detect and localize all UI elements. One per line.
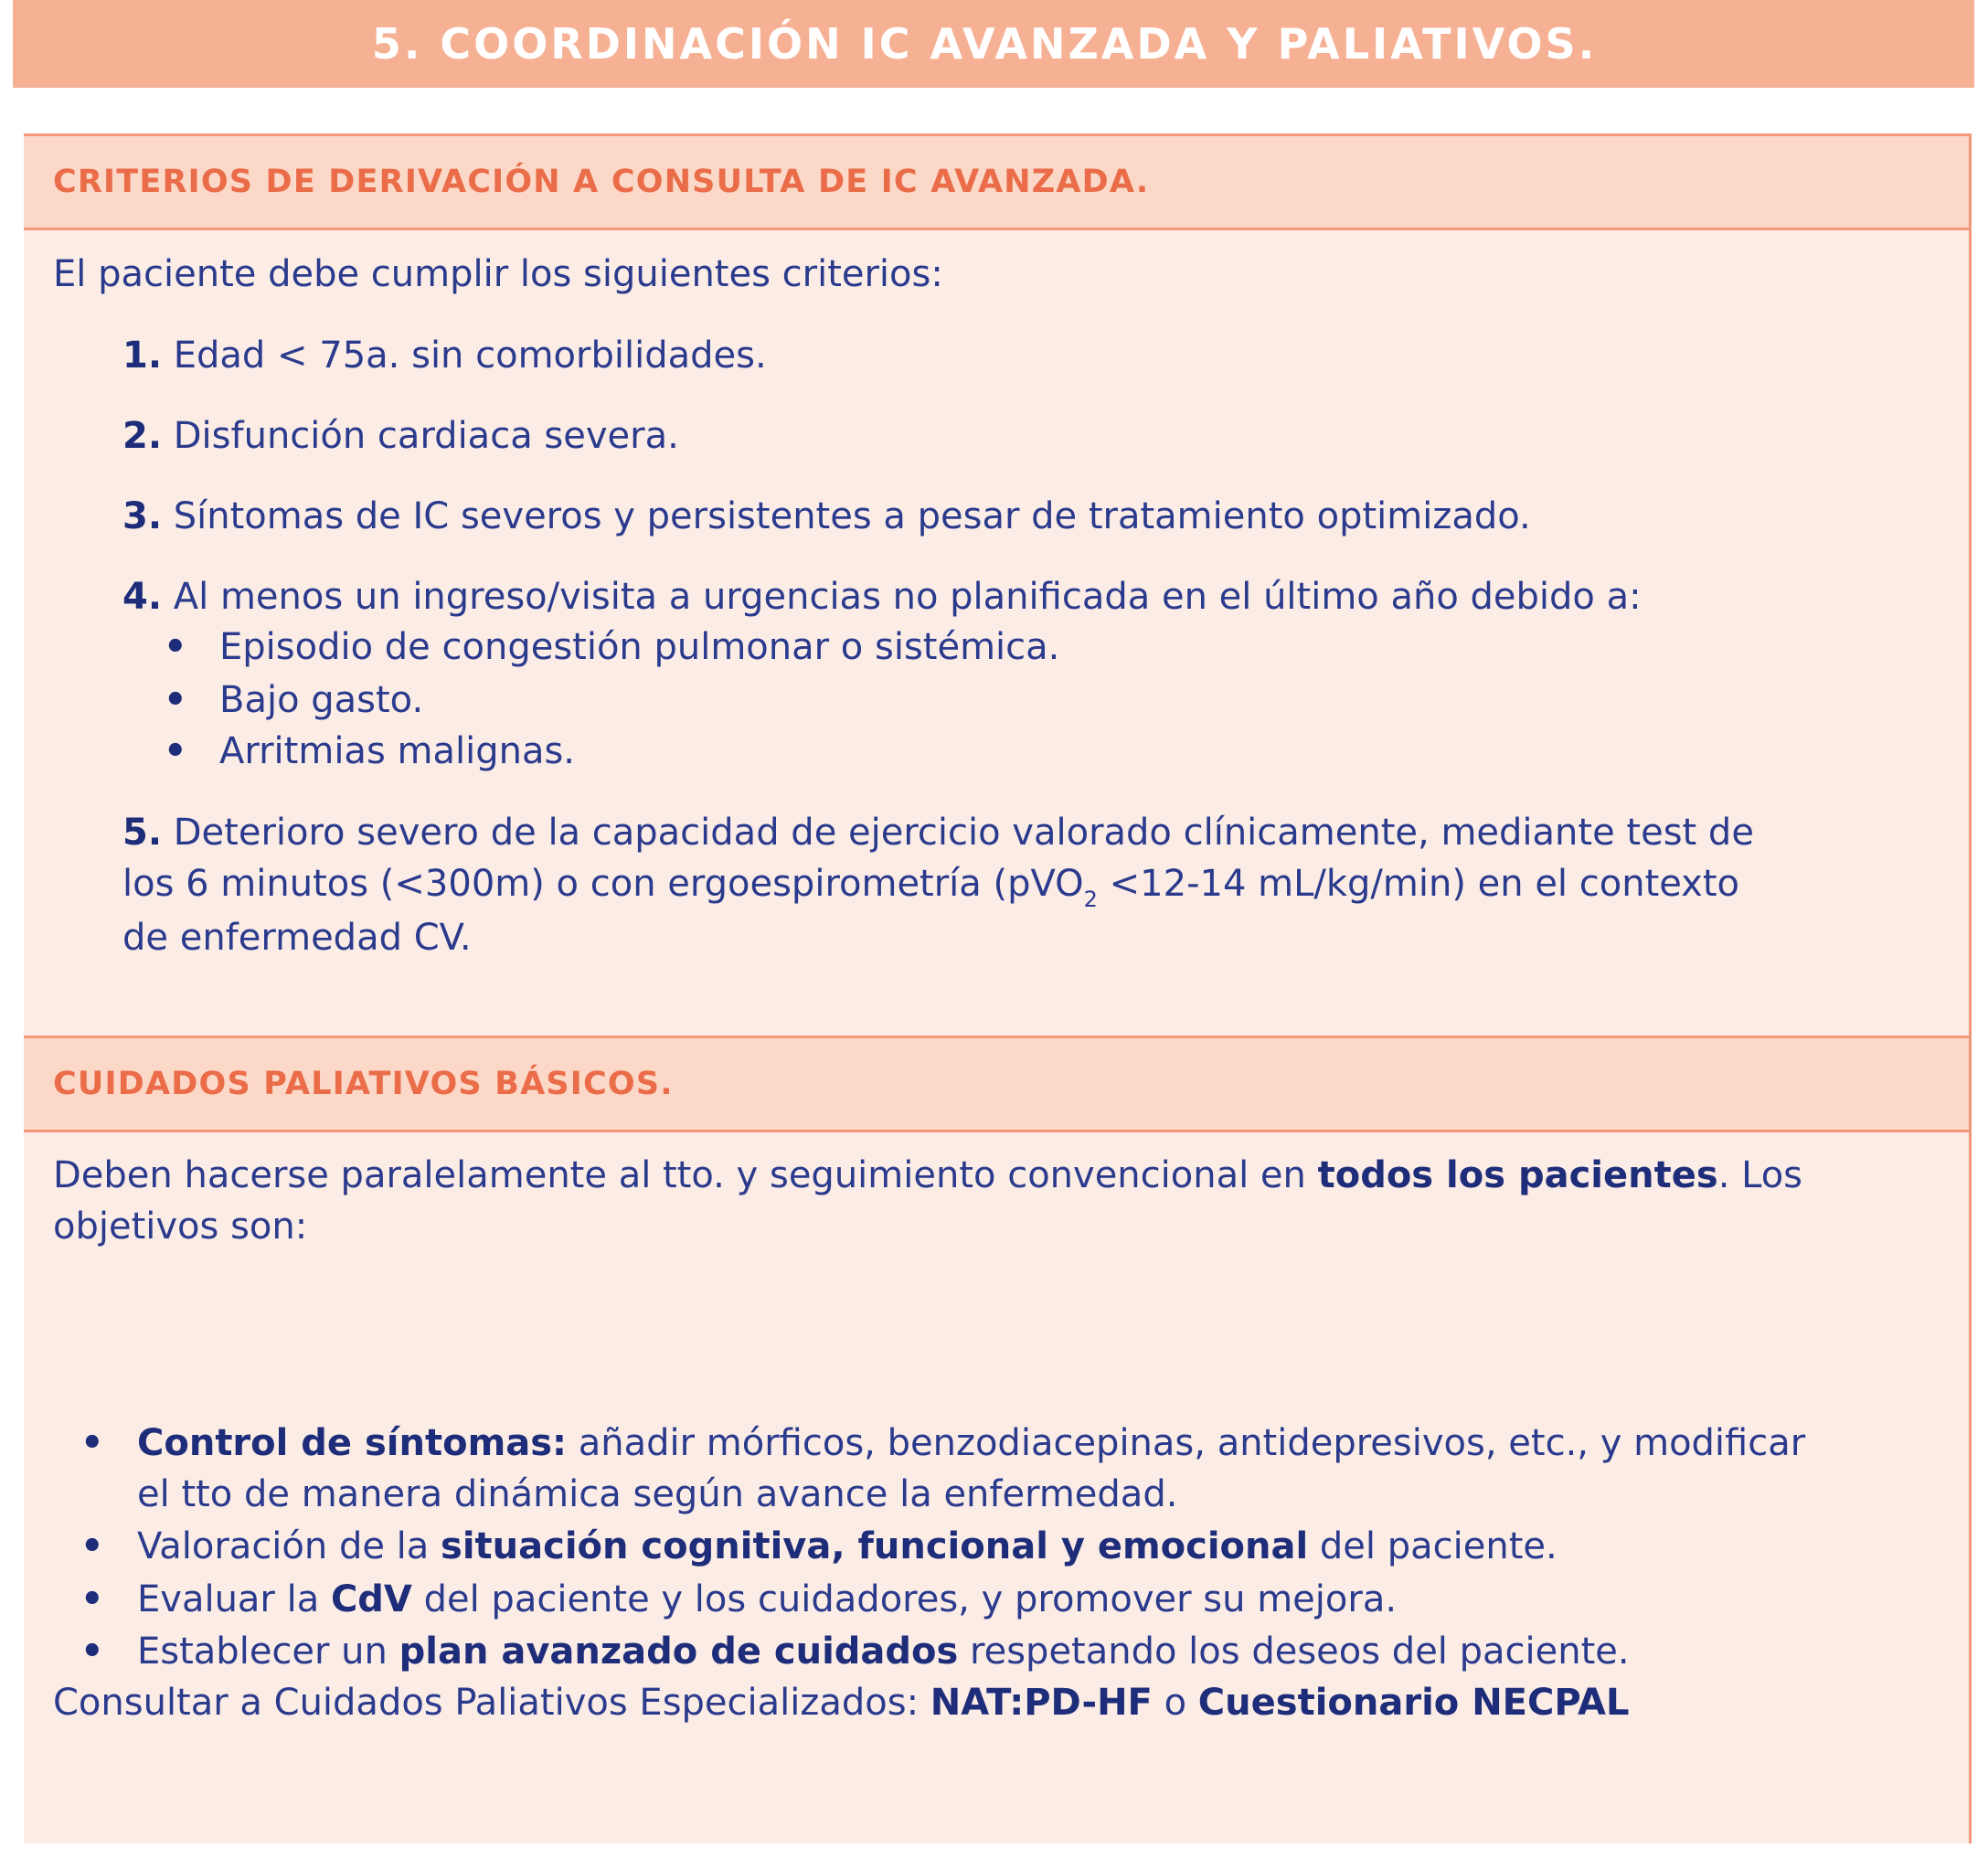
objective-item-3: [137, 1574, 1397, 1626]
bullet-icon: •: [80, 1525, 104, 1567]
section-header-palliative-text: CUIDADOS PALIATIVOS BÁSICOS.: [53, 1066, 674, 1102]
consult-tool-necpal: Cuestionario NECPAL: [1197, 1682, 1630, 1724]
objective-text: del paciente y los cuidadores, y promover su mejora.: [411, 1578, 1398, 1620]
criterion-2: [122, 410, 679, 462]
criterion-3: [122, 491, 1531, 543]
criterion-number: 1.: [122, 335, 163, 377]
objective-item-1: [137, 1418, 1805, 1470]
objective-text: Evaluar la: [137, 1578, 331, 1620]
criterion-5-line-3: de enfermedad CV.: [122, 917, 472, 959]
objective-item-4: [137, 1626, 1630, 1678]
objective-item-1-line-2: el tto de manera dinámica según avance la enfermedad.: [137, 1473, 1178, 1515]
consult-text: o: [1152, 1682, 1198, 1724]
criterion-text: Disfunción cardiaca severa.: [173, 415, 679, 457]
criterion-5-line-2: [122, 858, 1739, 910]
objective-text: Establecer un: [137, 1631, 399, 1673]
objective-text: respetando los deseos del paciente.: [958, 1631, 1630, 1673]
sub-bullet-item: Bajo gasto.: [219, 679, 424, 721]
bullet-icon: •: [80, 1578, 104, 1620]
criterion-5: [122, 807, 1754, 859]
objective-emphasis: plan avanzado de cuidados: [399, 1631, 959, 1673]
bullet-icon: •: [164, 626, 187, 668]
section-header-criteria: [24, 136, 1969, 230]
intro-text: Deben hacerse paralelamente al tto. y seguimiento convencional en: [53, 1154, 1318, 1196]
bullet-icon: •: [164, 679, 187, 721]
bullet-icon: •: [80, 1631, 104, 1673]
sub-bullet-item: Arritmias malignas.: [219, 730, 576, 772]
section-header-criteria-text: CRITERIOS DE DERIVACIÓN A CONSULTA DE IC AVANZADA.: [53, 164, 1150, 200]
criterion-text: <12-14 mL/kg/min) en el contexto: [1097, 863, 1739, 905]
page-title: 5. COORDINACIÓN IC AVANZADA Y PALIATIVOS.: [371, 19, 1598, 69]
criterion-text: Deterioro severo de la capacidad de ejercicio valorado clínicamente, mediante test de: [173, 812, 1754, 854]
objective-emphasis: Control de síntomas:: [137, 1422, 568, 1464]
criterion-text: Edad < 75a. sin comorbilidades.: [173, 335, 767, 377]
objective-text: del paciente.: [1308, 1525, 1557, 1567]
objective-text: Valoración de la: [137, 1525, 441, 1567]
criterion-number: 2.: [122, 415, 163, 457]
subscript: 2: [1083, 887, 1098, 912]
consult-text: Consultar a Cuidados Paliativos Especializados:: [53, 1682, 930, 1724]
criterion-number: 4.: [122, 576, 163, 618]
section-header-palliative: [24, 1036, 1969, 1132]
objective-item-2: [137, 1521, 1557, 1573]
criteria-intro: El paciente debe cumplir los siguientes criterios:: [53, 253, 943, 295]
palliative-intro-line-2: objetivos son:: [53, 1206, 308, 1248]
criterion-text: Síntomas de IC severos y persistentes a pesar de tratamiento optimizado.: [173, 495, 1531, 537]
criterion-number: 5.: [122, 812, 163, 854]
content-panel: [24, 133, 1972, 1843]
sub-bullet-item: Episodio de congestión pulmonar o sistémica.: [219, 626, 1060, 668]
criterion-text: los 6 minutos (<300m) o con ergoespirometría (pVO: [122, 863, 1084, 905]
objective-emphasis: CdV: [330, 1578, 412, 1620]
objective-emphasis: situación cognitiva, funcional y emocional: [441, 1525, 1309, 1567]
intro-text: . Los: [1717, 1154, 1803, 1196]
criterion-number: 3.: [122, 495, 163, 537]
criterion-text: Al menos un ingreso/visita a urgencias no planificada en el último año debido a:: [173, 576, 1642, 618]
bullet-icon: •: [164, 730, 187, 772]
bullet-icon: •: [80, 1422, 104, 1464]
criterion-1: [122, 330, 767, 382]
objective-text: añadir mórficos, benzodiacepinas, antidepresivos, etc., y modificar: [567, 1422, 1806, 1464]
intro-emphasis: todos los pacientes: [1317, 1154, 1718, 1196]
criterion-4: [122, 571, 1642, 623]
title-banner: [13, 0, 1974, 88]
consult-tool-natpd: NAT:PD-HF: [930, 1682, 1153, 1724]
consult-line: [53, 1677, 1629, 1729]
palliative-intro: [53, 1150, 1802, 1202]
